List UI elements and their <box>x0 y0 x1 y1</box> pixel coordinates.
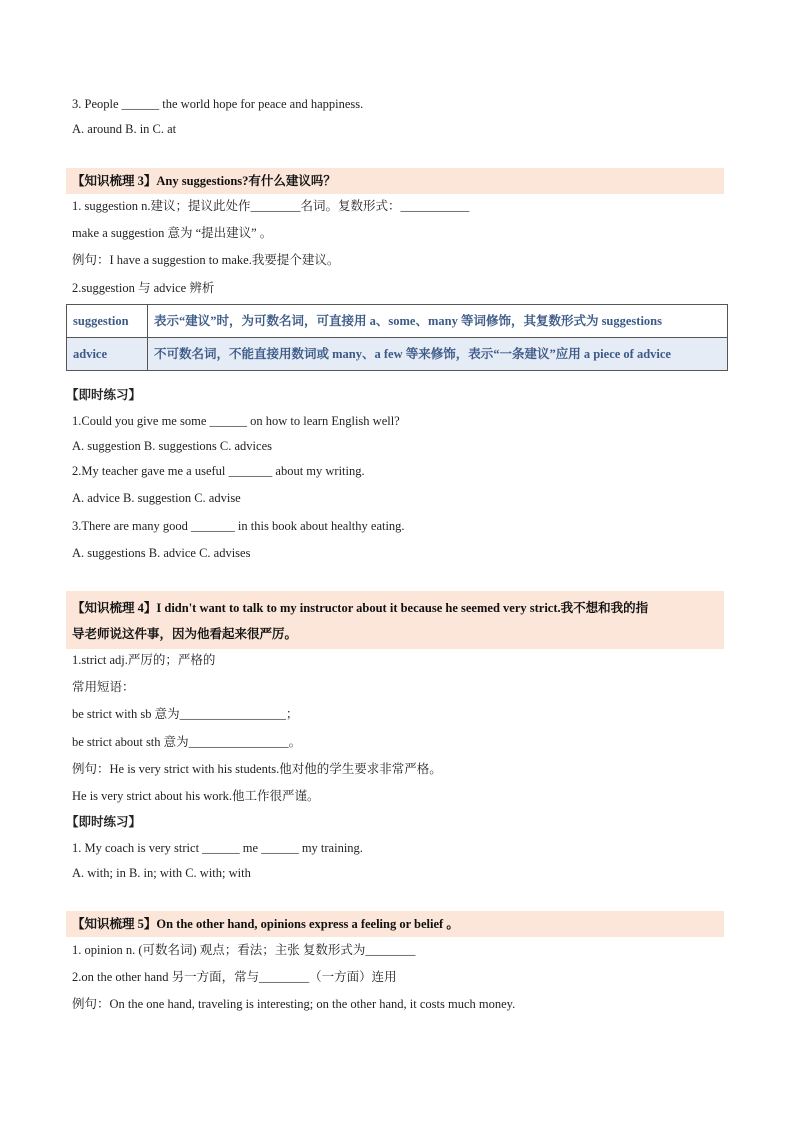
question-3-options: A. around B. in C. at <box>72 122 177 136</box>
section-5-line-3: 例句：On the one hand, traveling is interesting; on the other hand, it costs much money. <box>72 997 516 1011</box>
table-term: advice <box>67 338 148 371</box>
comparison-table <box>66 304 728 371</box>
section-3-line-4: 2.suggestion 与 advice 辨析 <box>72 281 215 295</box>
practice-q3-options: A. suggestions B. advice C. advises <box>72 546 251 560</box>
table-row <box>67 305 728 338</box>
section-4-line-6: He is very strict about his work.他工作很严谨。 <box>72 789 320 803</box>
section-5-line-2: 2.on the other hand 另一方面，常与________（一方面）连用 <box>72 970 397 984</box>
section-4-line-5: 例句：He is very strict with his students.他对他的学生要求非常严格。 <box>72 762 442 776</box>
practice-q2-options: A. advice B. suggestion C. advise <box>72 491 241 505</box>
section-4-header <box>66 591 724 649</box>
section-5-header-text: 【知识梳理 5】On the other hand, opinions express a feeling or belief 。 <box>72 917 459 931</box>
question-3: 3. People ______ the world hope for peace and happiness. <box>72 97 364 111</box>
section-4-line-1: 1.strict adj.严厉的；严格的 <box>72 653 216 667</box>
practice-title: 【即时练习】 <box>66 815 142 829</box>
section-3-line-3: 例句：I have a suggestion to make.我要提个建议。 <box>72 253 340 267</box>
section-4-line-2: 常用短语： <box>72 680 135 694</box>
practice-title: 【即时练习】 <box>66 388 142 402</box>
section-4-line-4: be strict about sth 意为________________。 <box>72 735 302 749</box>
practice-q2: 2.My teacher gave me a useful _______ about my writing. <box>72 464 365 478</box>
section-3-header-text: 【知识梳理 3】Any suggestions?有什么建议吗？ <box>72 174 336 188</box>
practice-q1-options: A. suggestion B. suggestions C. advices <box>72 439 272 453</box>
section-4-header-line-2: 导老师说这件事，因为他看起来很严厉。 <box>72 627 298 641</box>
table-term: suggestion <box>67 305 148 338</box>
practice-q3: 3.There are many good _______ in this book about healthy eating. <box>72 519 405 533</box>
section-5-line-1: 1. opinion n. (可数名词) 观点；看法；主张 复数形式为________ <box>72 943 416 957</box>
practice-q1: 1.Could you give me some ______ on how to learn English well? <box>72 414 400 428</box>
table-desc: 不可数名词，不能直接用数词或 many、a few 等来修饰，表示“一条建议”应用 a piece of advice <box>148 338 728 371</box>
practice-q1: 1. My coach is very strict ______ me ______ my training. <box>72 841 363 855</box>
section-5-header <box>66 911 724 937</box>
section-3-line-2: make a suggestion 意为 “提出建议” 。 <box>72 226 273 240</box>
table-desc: 表示“建议”时，为可数名词，可直接用 a、some、many 等词修饰，其复数形式为 suggestions <box>148 305 728 338</box>
section-3-header <box>66 168 724 194</box>
section-4-header-line-1: 【知识梳理 4】I didn't want to talk to my instructor about it because he seemed very strict.我不想和我的指 <box>72 601 649 615</box>
table-row <box>67 338 728 371</box>
practice-q1-options: A. with; in B. in; with C. with; with <box>72 866 251 880</box>
section-3-line-1: 1. suggestion n.建议；提议此处作________名词。复数形式：___________ <box>72 199 470 213</box>
section-4-line-3: be strict with sb 意为_________________； <box>72 707 299 721</box>
